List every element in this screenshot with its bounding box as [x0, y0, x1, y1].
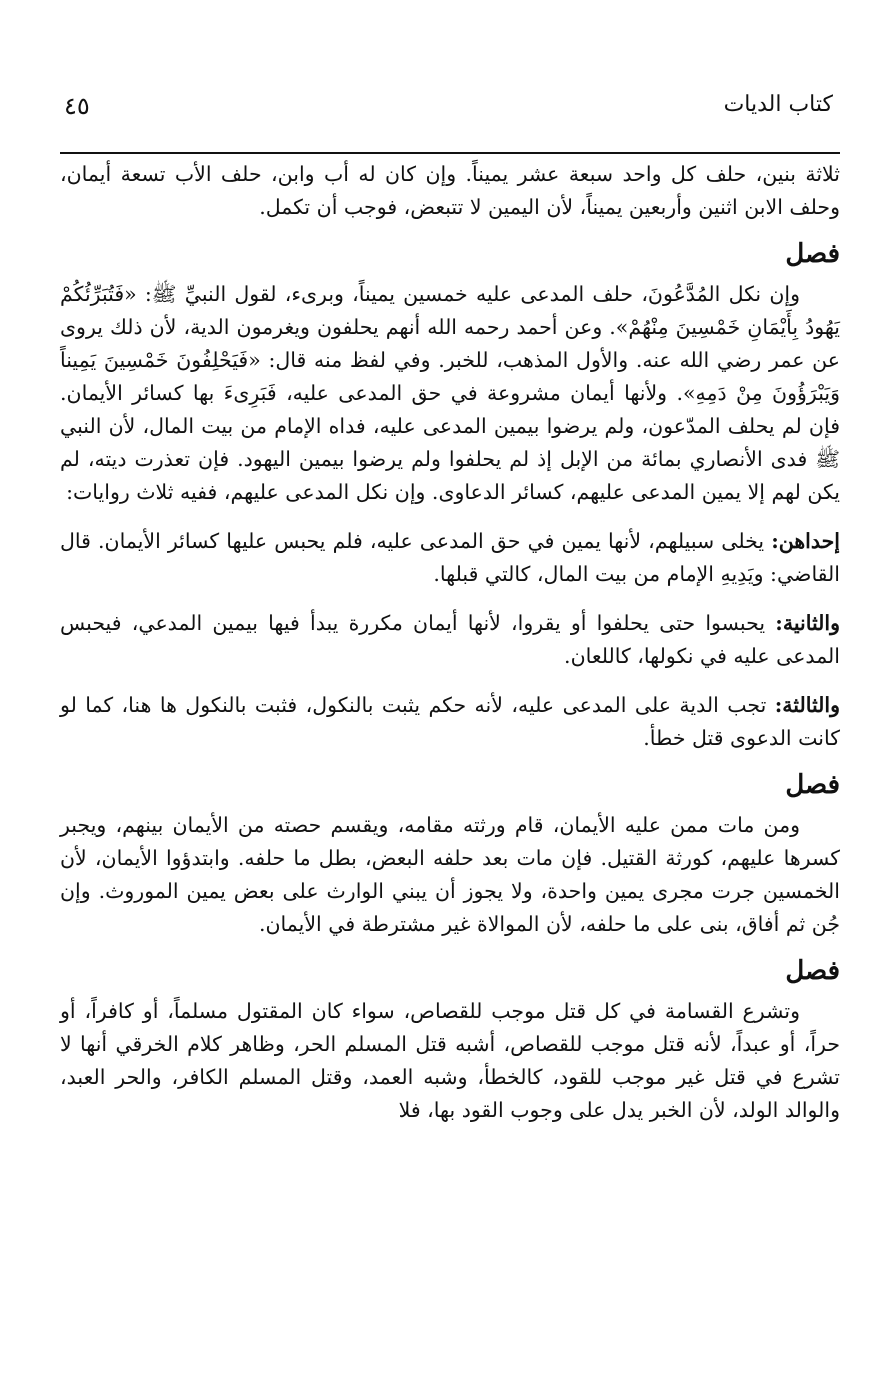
page-header: [60, 92, 833, 132]
narration-third-text: تجب الدية على المدعى عليه، لأنه حكم يثبت بالنكول، فثبت بالنكول ها هنا، كما لو كانت الدعوى قتل خطأ.: [60, 693, 840, 750]
page-number: ٤٥: [64, 92, 90, 120]
chapter-title: كتاب الديات: [723, 92, 833, 117]
narration-second: [60, 607, 840, 673]
header-rule: [60, 152, 840, 154]
narration-second-text: يحبسوا حتى يحلفوا أو يقروا، لأنها أيمان مكررة يبدأ فيها بيمين المدعي، فيحبس المدعى عليه في نكولها، كاللعان.: [60, 611, 840, 668]
narration-second-label: والثانية:: [775, 611, 840, 635]
paragraph-continuation: ثلاثة بنين، حلف كل واحد سبعة عشر يميناً. وإن كان له أب وابن، حلف الأب تسعة أيمان، وحلف الابن اثنين وأربعين يميناً، لأن اليمين لا تتبعض، فوجب أن تكمل.: [60, 162, 840, 219]
narration-first-label: إحداهن:: [771, 529, 840, 553]
paragraph-death: ومن مات ممن عليه الأيمان، قام ورثته مقامه، ويقسم حصته من الأيمان بينهم، ويجبر كسرها عليهم، كورثة القتيل. فإن مات بعد حلفه البعض، بطل ما حلفه. وابتدؤوا الأيمان، لأن الخمسين جرت مجرى يمين واحدة، ولا يجوز أن يبني الوارث على بعض يمين الموروث. وإن جُن ثم أفاق، بنى على ما حلفه، لأن الموالاة غير مشترطة في الأيمان.: [60, 813, 840, 936]
narration-first: [60, 525, 840, 591]
paragraph-refusal: وإن نكل المُدَّعُونَ، حلف المدعى عليه خمسين يميناً، وبرىء، لقول النبيِّ ﷺ: «فَتُبَرِّئُكُمْ يَهُودُ بِأَيْمَانِ خَمْسِينَ مِنْهُمْ». وعن أحمد رحمه الله أنهم يحلفون ويغرمون الدية، لأن ذلك يروى عن عمر رضي الله عنه. والأول المذهب، للخبر. وفي لفظ منه قال: «فَيَحْلِفُونَ خَمْسِينَ يَمِيناً وَيَبْرَؤُونَ مِنْ دَمِهِ». ولأنها أيمان مشروعة في حق المدعى عليه، فَبَرِىءَ بها كسائر الأيمان. فإن لم يحلف المدّعون، ولم يرضوا بيمين المدعى عليه، فداه الإمام من بيت المال، لأن النبي ﷺ فدى الأنصاري بمائة من الإبل إذ لم يحلفوا ولم يرضوا بيمين اليهود. فإن تعذرت ديته، لم يكن لهم إلا يمين المدعى عليهم، كسائر الدعاوى. وإن نكل المدعى عليهم، ففيه ثلاث روايات:: [60, 282, 840, 504]
narration-first-text: يخلى سبيلهم، لأنها يمين في حق المدعى عليه، فلم يحبس عليها كسائر الأيمان. قال القاضي: ويَدِيهِ الإمام من بيت المال، كالتي قبلها.: [60, 529, 840, 586]
page-body: [60, 158, 840, 1127]
section-heading-1: فصل: [785, 239, 840, 269]
section-heading-2: فصل: [785, 770, 840, 800]
section-heading-3: فصل: [785, 956, 840, 986]
narration-third: [60, 689, 840, 755]
paragraph-qasama: وتشرع القسامة في كل قتل موجب للقصاص، سواء كان المقتول مسلماً، أو كافراً، أو حراً، أو عبداً، لأنه قتل موجب للقصاص، أشبه قتل المسلم الحر، وظاهر كلام الخرقي أنها لا تشرع في قتل غير موجب للقود، كالخطأ، وشبه العمد، وقتل المسلم الكافر، والحر العبد، والوالد الولد، لأن الخبر يدل على وجوب القود بها، فلا: [60, 999, 840, 1122]
narration-third-label: والثالثة:: [774, 693, 840, 717]
